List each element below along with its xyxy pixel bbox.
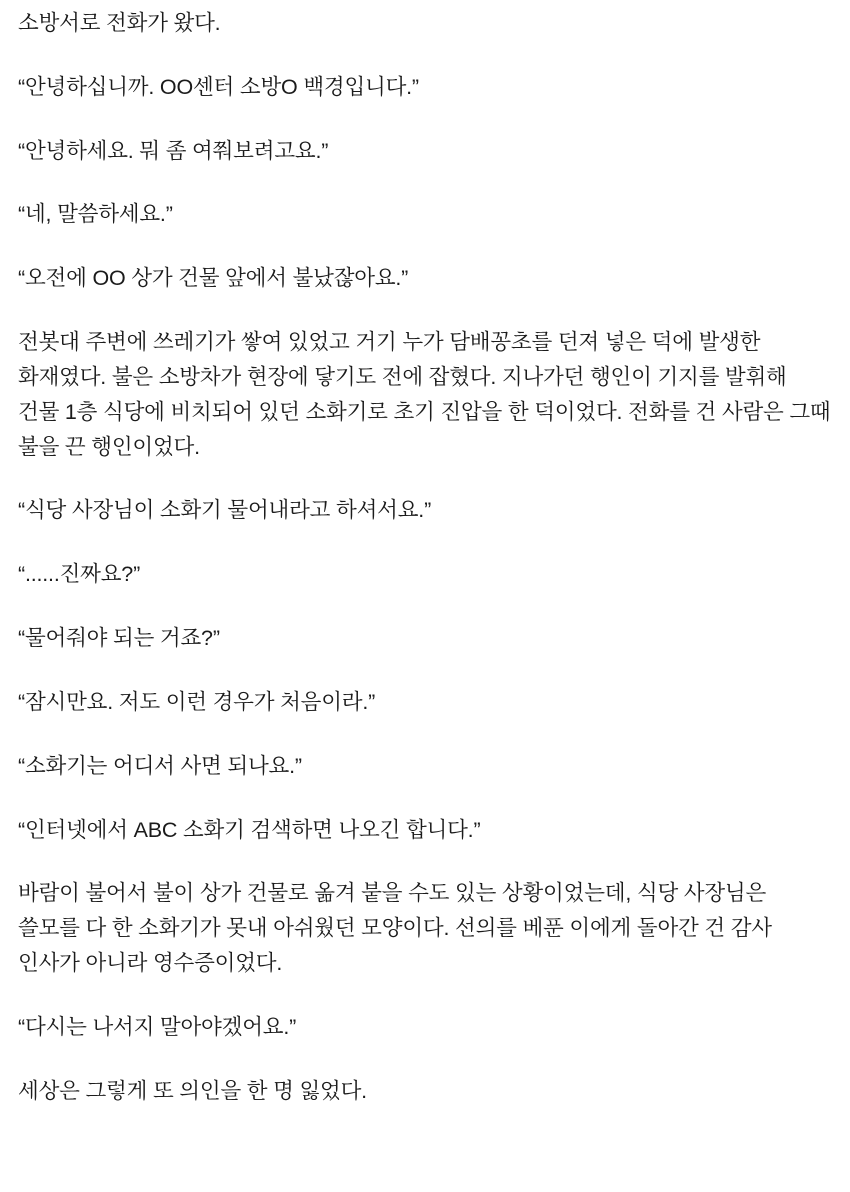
dialogue-paragraph: “식당 사장님이 소화기 물어내라고 하셔서요.” [18,498,432,523]
narration-paragraph: 세상은 그렇게 또 의인을 한 명 잃었다. [18,1078,367,1103]
dialogue-paragraph: “오전에 OO 상가 건물 앞에서 불났잖아요.” [18,266,409,291]
dialogue-paragraph: “물어줘야 되는 거죠?” [18,626,220,651]
dialogue-paragraph: “안녕하세요. 뭐 좀 여쭤보려고요.” [18,138,329,163]
narration-paragraph: 바람이 불어서 불이 상가 건물로 옮겨 붙을 수도 있는 상황이었는데, 식당 사장님은 쓸모를 다 한 소화기가 못내 아쉬웠던 모양이다. 선의를 베푼 이에게 돌아간 건 감사 인사가 아니라 영수증이었다. [18,881,778,976]
dialogue-paragraph: “네, 말씀하세요.” [18,202,173,227]
dialogue-paragraph: “다시는 나서지 말아야겠어요.” [18,1014,297,1039]
dialogue-paragraph: “안녕하십니까. OO센터 소방O 백경입니다.” [18,74,419,99]
dialogue-paragraph: “소화기는 어디서 사면 되나요.” [18,753,302,778]
narration-paragraph: 전봇대 주변에 쓰레기가 쌓여 있었고 거기 누가 담배꽁초를 던져 넣은 덕에 발생한 화재였다. 불은 소방차가 현장에 닿기도 전에 잡혔다. 지나가던 행인이 기지를 발휘해 건물 1층 식당에 비치되어 있던 소화기로 초기 진압을 한 덕이었다. 전화를 건 사람은 그때 불을 끈 행인이었다. [18,330,837,459]
dialogue-paragraph: “인터넷에서 ABC 소화기 검색하면 나오긴 합니다.” [18,817,481,842]
story-body [18,6,837,1109]
narration-paragraph: 소방서로 전화가 왔다. [18,11,221,35]
dialogue-paragraph: “......진짜요?” [18,562,141,587]
dialogue-paragraph: “잠시만요. 저도 이런 경우가 처음이라.” [18,689,376,714]
